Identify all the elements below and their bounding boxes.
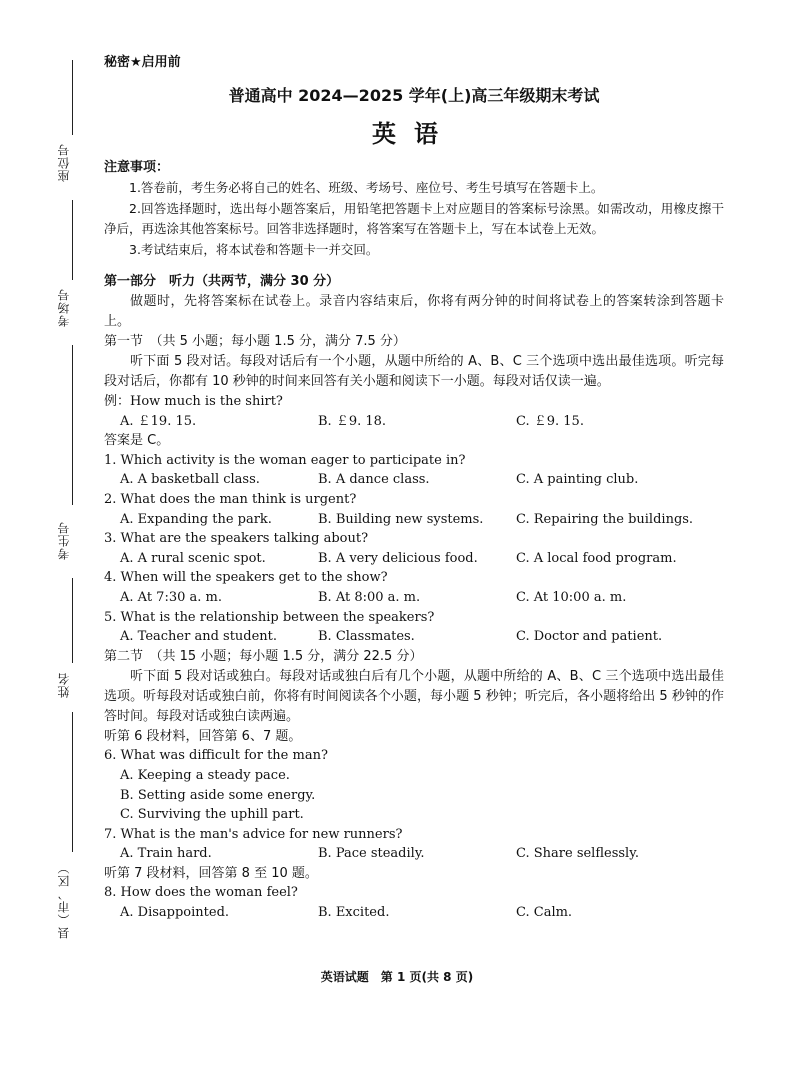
question-text: 7. What is the man's advice for new runners? bbox=[104, 826, 403, 842]
option-a: A. Expanding the park. bbox=[120, 511, 272, 527]
example-answer: 答案是 C。 bbox=[104, 433, 170, 449]
seat-number-label: 座位号 bbox=[57, 143, 71, 182]
exam-title: 普通高中 2024—2025 学年(上)高三年级期末考试 bbox=[228, 86, 600, 105]
option-a: A. At 7:30 a. m. bbox=[120, 589, 222, 605]
question-text: 3. What are the speakers talking about? bbox=[104, 531, 369, 547]
question-text: 1. Which activity is the woman eager to participate in? bbox=[104, 452, 466, 468]
question-5 bbox=[104, 608, 724, 647]
option-a: A. Train hard. bbox=[120, 846, 212, 862]
exam-room-label: 考场号 bbox=[57, 288, 71, 327]
section-two-instruction: 听下面 5 段对话或独白。每段对话或独白后有几个小题，从题中所给的 A、B、C 三个选项中选出最佳选项。听每段对话或独白前，你将有时间阅读各个小题，每小题 5 秒钟；听完后，各小题将给出 5 秒钟的作答时间。每段对话或独白读两遍。 bbox=[104, 668, 724, 724]
option-b: B. A dance class. bbox=[318, 472, 430, 488]
option-b: B. A very delicious food. bbox=[318, 550, 478, 566]
question-text: 5. What is the relationship between the speakers? bbox=[104, 609, 435, 625]
option-b: B. Classmates. bbox=[318, 629, 415, 645]
question-text: 4. When will the speakers get to the show? bbox=[104, 570, 388, 586]
option-c: C. Repairing the buildings. bbox=[516, 511, 694, 527]
notice-title: 注意事项： bbox=[104, 160, 170, 175]
option-a: A. Keeping a steady pace. bbox=[120, 767, 290, 783]
option-b: B. ￡9. 18. bbox=[318, 413, 387, 429]
question-3 bbox=[104, 529, 724, 568]
notice-item: 3.考试结束后，将本试卷和答题卡一并交回。 bbox=[129, 241, 379, 257]
option-c: C. ￡9. 15. bbox=[516, 413, 584, 429]
material-6-heading: 听第 6 段材料，回答第 6、7 题。 bbox=[104, 728, 302, 744]
example-options bbox=[104, 412, 724, 432]
question-options bbox=[104, 627, 724, 647]
question-options bbox=[104, 588, 724, 608]
binding-line bbox=[72, 200, 73, 280]
option-b: B. Setting aside some energy. bbox=[120, 787, 316, 803]
question-options bbox=[104, 470, 724, 490]
notice-item: 1.答卷前，考生务必将自己的姓名、班级、考场号、座位号、考生号填写在答题卡上。 bbox=[129, 180, 604, 195]
binding-line bbox=[72, 345, 73, 505]
question-text: 6. What was difficult for the man? bbox=[104, 748, 328, 764]
option-b: B. Excited. bbox=[318, 905, 390, 921]
material-7-heading: 听第 7 段材料，回答第 8 至 10 题。 bbox=[104, 865, 318, 881]
binding-line bbox=[72, 60, 73, 135]
option-a: A. A basketball class. bbox=[120, 472, 260, 488]
option-a: A. Teacher and student. bbox=[120, 629, 278, 645]
question-8 bbox=[104, 883, 724, 922]
question-options bbox=[104, 903, 724, 923]
binding-margin bbox=[0, 0, 100, 1089]
part-one-title: 第一部分 听力（共两节，满分 30 分） bbox=[104, 274, 340, 289]
option-a: A. A rural scenic spot. bbox=[120, 550, 266, 566]
question-options bbox=[104, 510, 724, 530]
question-text: 8. How does the woman feel? bbox=[104, 885, 298, 901]
option-a: A. Disappointed. bbox=[120, 905, 230, 921]
notice-item: 2.回答选择题时，选出每小题答案后，用铅笔把答题卡上对应题目的答案标号涂黑。如需改动，用橡皮擦干净后，再选涂其他答案标号。回答非选择题时，将答案写在答题卡上，写在本试卷上无效。 bbox=[104, 200, 724, 236]
binding-line bbox=[72, 578, 73, 663]
question-1 bbox=[104, 451, 724, 490]
exam-content bbox=[104, 52, 724, 923]
question-4 bbox=[104, 568, 724, 607]
option-a: A. ￡19. 15. bbox=[120, 413, 197, 429]
name-label: 姓名 bbox=[57, 672, 71, 699]
page-footer: 英语试题 第 1 页(共 8 页) bbox=[320, 970, 474, 984]
subject-title: 英语 bbox=[372, 120, 456, 148]
question-options bbox=[104, 549, 724, 569]
option-b: B. Pace steadily. bbox=[318, 846, 425, 862]
question-options bbox=[104, 844, 724, 864]
section-two-title: 第二节 （共 15 小题；每小题 1.5 分，满分 22.5 分） bbox=[104, 648, 423, 664]
question-6 bbox=[104, 746, 724, 824]
option-c: C. At 10:00 a. m. bbox=[516, 589, 627, 605]
binding-line bbox=[72, 712, 73, 852]
question-7 bbox=[104, 825, 724, 864]
example-question: 例：How much is the shirt? bbox=[104, 394, 283, 409]
confidential-mark: 秘密★启用前 bbox=[104, 55, 181, 70]
section-one-title: 第一节 （共 5 小题；每小题 1.5 分，满分 7.5 分） bbox=[104, 334, 406, 349]
question-2 bbox=[104, 490, 724, 529]
option-c: C. A painting club. bbox=[516, 472, 639, 488]
option-b: B. At 8:00 a. m. bbox=[318, 589, 421, 605]
option-c: C. Share selflessly. bbox=[516, 846, 639, 862]
option-c: C. Surviving the uphill part. bbox=[120, 807, 304, 823]
option-c: C. Calm. bbox=[516, 905, 573, 921]
part-one-instruction: 做题时，先将答案标在试卷上。录音内容结束后，你将有两分钟的时间将试卷上的答案转涂到答题卡上。 bbox=[104, 294, 724, 329]
option-c: C. Doctor and patient. bbox=[516, 629, 663, 645]
county-label: 县（市、区） bbox=[57, 861, 71, 939]
option-b: B. Building new systems. bbox=[318, 511, 484, 527]
question-text: 2. What does the man think is urgent? bbox=[104, 491, 357, 507]
section-one-instruction: 听下面 5 段对话。每段对话后有一个小题，从题中所给的 A、B、C 三个选项中选出最佳选项。听完每段对话后，你都有 10 秒钟的时间来回答有关小题和阅读下一小题。每段对话仅读一遍。 bbox=[104, 354, 724, 389]
option-c: C. A local food program. bbox=[516, 550, 677, 566]
student-id-label: 考生号 bbox=[57, 521, 71, 560]
